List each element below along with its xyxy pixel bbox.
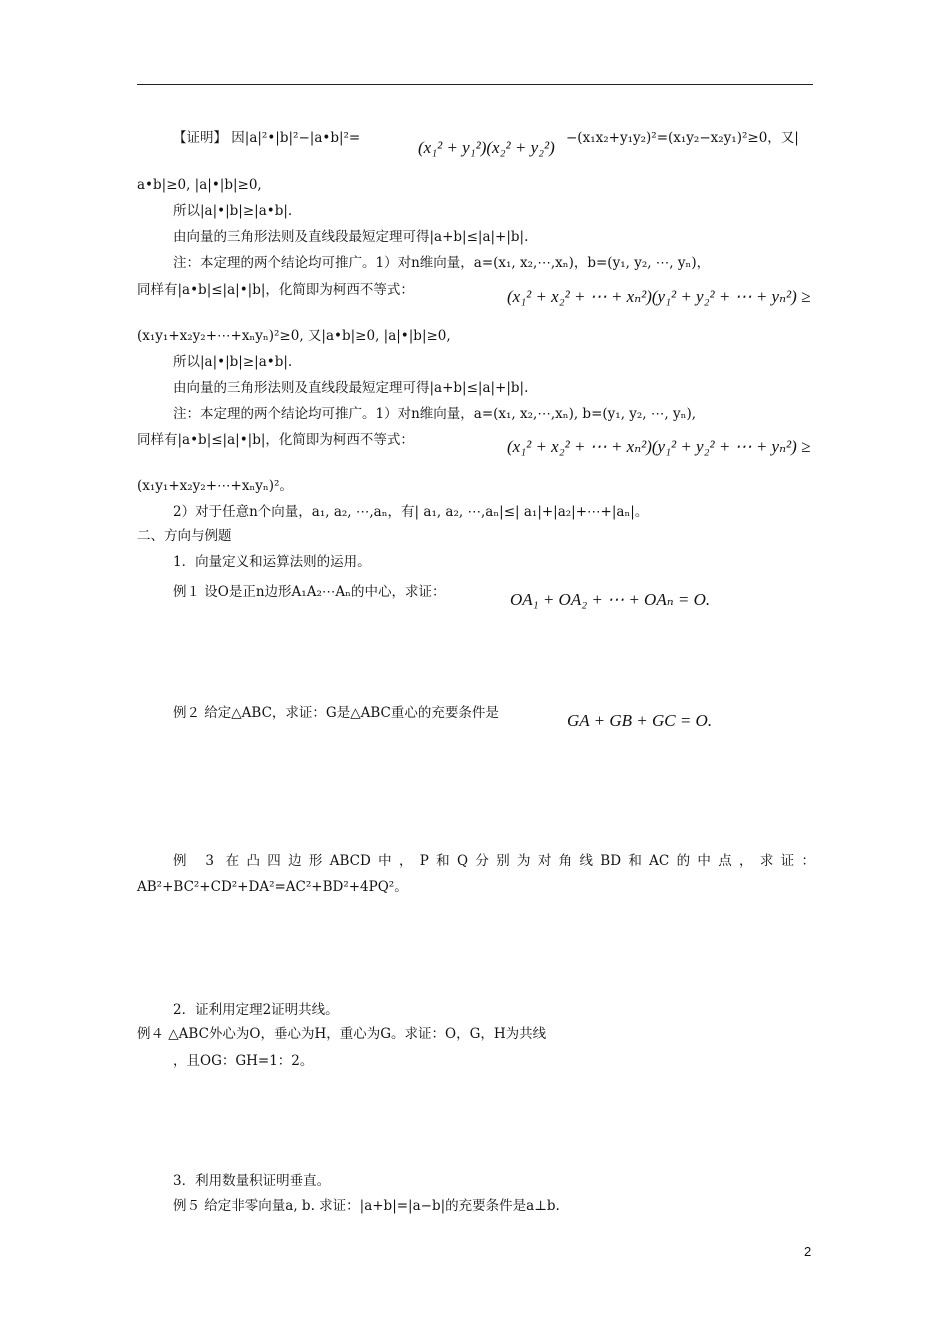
proof-line-1-text: 【证明】 因|a|²•|b|²−|a•b|²= bbox=[173, 130, 361, 146]
proof-line-12: (x₁y₁+x₂y₂+⋯+xₙyₙ)²。 bbox=[137, 478, 293, 494]
proof-line-6-text: 同样有|a•b|≤|a|•|b|，化简即为柯西不等式： bbox=[137, 282, 414, 298]
example-3-line-1: 例 3 在凸四边形ABCD中，P和Q分别为对角线BD和AC的中点，求证： bbox=[173, 853, 815, 869]
proof-line-1-tail: −(x₁x₂+y₁y₂)²=(x₁y₂−x₂y₁)²≥0，又| bbox=[566, 130, 799, 146]
page-number: 2 bbox=[804, 1244, 812, 1259]
proof-line-7: (x₁y₁+x₂y₂+⋯+xₙyₙ)²≥0, 又|a•b|≥0, |a|•|b|≥0, bbox=[137, 328, 451, 344]
proof-line-10: 注：本定理的两个结论均可推广。1）对n维向量，a=(x₁, x₂,⋯,xₙ), b=(y₁, y₂, ⋯, yₙ), bbox=[173, 406, 696, 422]
section-heading: 二、方向与例题 bbox=[137, 528, 232, 544]
example-2-formula: GA + GB + GC = O. bbox=[567, 711, 713, 730]
example-4-line-1: 例４ △ABC外心为O，垂心为H，重心为G。求证：O，G，H为共线 bbox=[137, 1026, 547, 1042]
proof-line-8: 所以|a|•|b|≥|a•b|. bbox=[173, 354, 293, 370]
proof-line-11-text: 同样有|a•b|≤|a|•|b|，化简即为柯西不等式： bbox=[137, 432, 414, 448]
proof-line-3: 所以|a|•|b|≥|a•b|. bbox=[173, 203, 293, 219]
proof-line-13: 2）对于任意n个向量，a₁, a₂, ⋯,aₙ，有| a₁, a₂, ⋯,aₙ|≤| a₁|+|a₂|+⋯+|aₙ|。 bbox=[173, 504, 649, 520]
example-4-line-2: ，且OG：GH=1：2。 bbox=[173, 1053, 314, 1069]
example-3-line-2: AB²+BC²+CD²+DA²=AC²+BD²+4PQ²。 bbox=[137, 879, 408, 895]
example-1-text: 例１ 设O是正n边形A₁A₂⋯Aₙ的中心，求证： bbox=[173, 584, 446, 600]
example-1-formula: OA₁ + OA₂ + ⋯ + OAₙ = O. bbox=[510, 590, 711, 609]
proof-line-9: 由向量的三角形法则及直线段最短定理可得|a+b|≤|a|+|b|. bbox=[173, 380, 529, 396]
header-rule bbox=[137, 84, 813, 85]
proof-line-6-formula: (x₁² + x₂² + ⋯ + xₙ²)(y₁² + y₂² + ⋯ + yₙ²) ≥ bbox=[507, 287, 811, 306]
proof-line-2: a•b|≥0, |a|•|b|≥0, bbox=[137, 177, 262, 193]
subsection-1: 1．向量定义和运算法则的运用。 bbox=[173, 554, 371, 570]
example-2-text: 例２ 给定△ABC，求证：G是△ABC重心的充要条件是 bbox=[173, 705, 499, 721]
subsection-2: 2．证利用定理2证明共线。 bbox=[173, 1002, 339, 1018]
subsection-3: 3．利用数量积证明垂直。 bbox=[173, 1173, 331, 1189]
proof-line-1-formula: (x₁² + y₁²)(x₂² + y₂²) bbox=[418, 138, 555, 157]
proof-line-4: 由向量的三角形法则及直线段最短定理可得|a+b|≤|a|+|b|. bbox=[173, 229, 529, 245]
proof-line-11-formula: (x₁² + x₂² + ⋯ + xₙ²)(y₁² + y₂² + ⋯ + yₙ²) ≥ bbox=[507, 437, 811, 456]
example-5: 例５ 给定非零向量a, b. 求证：|a+b|=|a−b|的充要条件是a⊥b. bbox=[173, 1198, 560, 1214]
proof-line-5: 注：本定理的两个结论均可推广。1）对n维向量，a=(x₁, x₂,⋯,xₙ)，b=(y₁, y₂, ⋯, yₙ)， bbox=[173, 255, 711, 271]
proof-line-1 bbox=[173, 128, 360, 148]
